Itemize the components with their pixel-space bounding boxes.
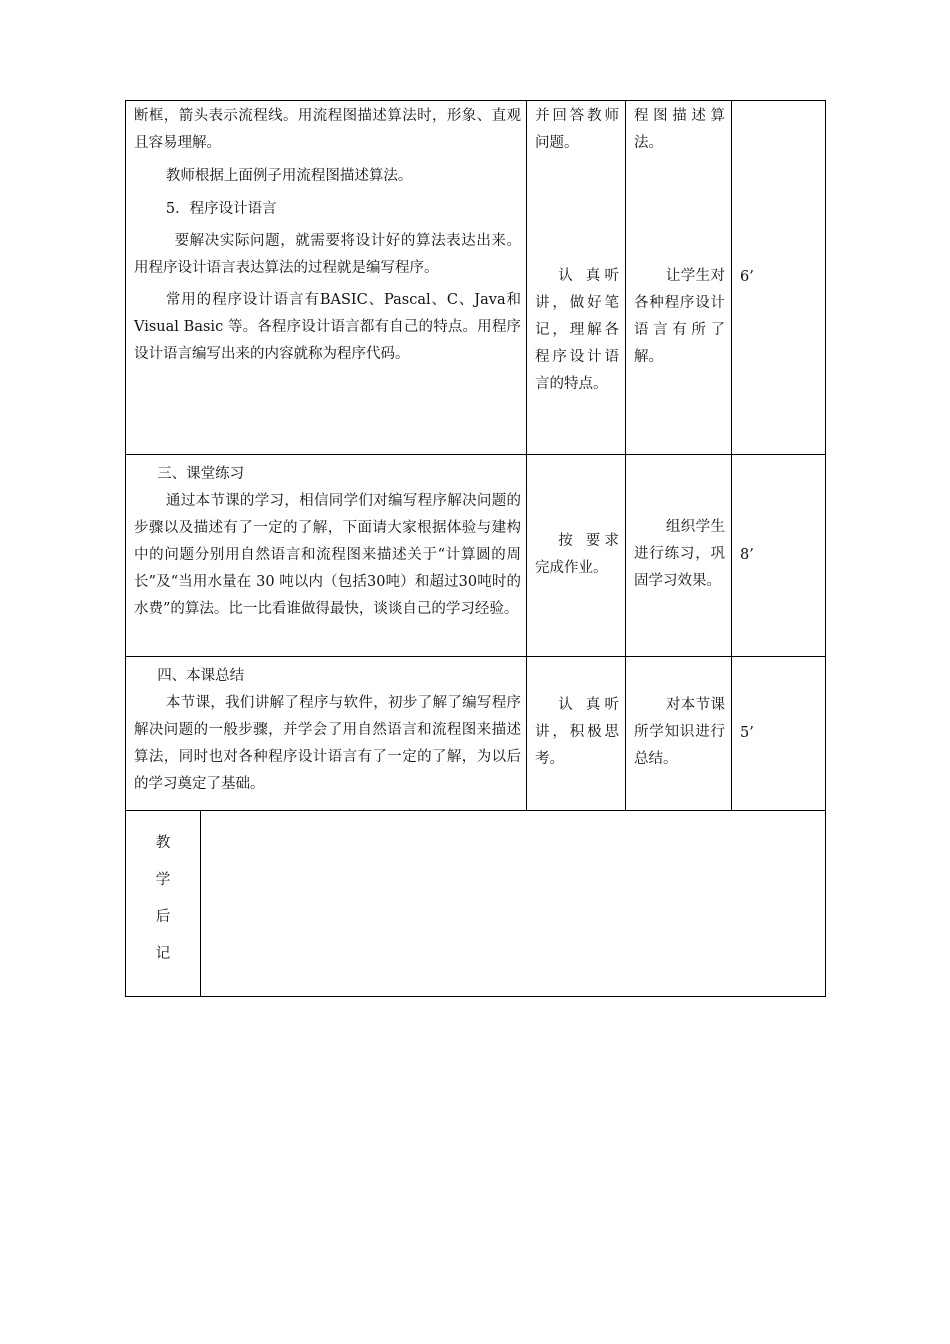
content-paragraph: 通过本节课的学习，相信同学们对编写程序解决问题的步骤以及描述有了一定的了解，下面请大家根据体验与建构中的问题分别用自然语言和流程图来描述关于“计算圆的周长”及“当用水量在 30 吨以内（包括30吨）和超过30吨时的水费”的算法。比一比看谁做得最快，谈谈自己的学习经验。 bbox=[134, 493, 521, 617]
design-intent: 让学生对各种程序设计语言有所了解。 bbox=[634, 268, 725, 365]
reflection-label-char: 教 bbox=[155, 835, 171, 851]
student-activity-cell bbox=[527, 101, 626, 455]
student-activity-top: 并回答教师问题。 bbox=[535, 108, 619, 151]
lesson-plan-table bbox=[125, 100, 826, 997]
reflection-label-char: 后 bbox=[155, 909, 171, 925]
content-paragraph: 要解决实际问题，就需要将设计好的算法表达出来。用程序设计语言表达算法的过程就是编写程序。 bbox=[134, 233, 521, 276]
reflection-label-char: 学 bbox=[155, 872, 171, 888]
content-paragraph: 断框，箭头表示流程线。用流程图描述算法时，形象、直观且容易理解。 bbox=[134, 108, 521, 151]
design-intent-top: 程图描述算法。 bbox=[634, 108, 725, 151]
time-value: 5’ bbox=[740, 725, 754, 741]
content-cell bbox=[126, 101, 527, 455]
student-activity-cell bbox=[527, 657, 626, 811]
student-activity: 认 真听讲，积极思考。 bbox=[535, 697, 619, 767]
design-intent-cell bbox=[626, 455, 732, 657]
section-heading: 四、本课总结 bbox=[157, 668, 245, 684]
student-activity: 按 要求完成作业。 bbox=[535, 532, 619, 576]
table-row bbox=[126, 101, 826, 455]
content-paragraph: 教师根据上面例子用流程图描述算法。 bbox=[165, 168, 413, 184]
design-intent-cell bbox=[626, 657, 732, 811]
student-activity-cell bbox=[527, 455, 626, 657]
reflection-label bbox=[126, 811, 201, 997]
content-paragraph: 常用的程序设计语言有BASIC、Pascal、C、Java和 Visual Basic 等。各程序设计语言都有自己的特点。用程序设计语言编写出来的内容就称为程序代码。 bbox=[134, 292, 521, 362]
time-cell bbox=[732, 455, 826, 657]
time-value: 6’ bbox=[740, 269, 754, 285]
table-row bbox=[126, 657, 826, 811]
time-value: 8’ bbox=[740, 547, 754, 563]
time-cell bbox=[732, 657, 826, 811]
design-intent: 对本节课所学知识进行总结。 bbox=[634, 697, 725, 767]
section-heading: 5．程序设计语言 bbox=[165, 201, 277, 217]
section-heading: 三、课堂练习 bbox=[157, 466, 245, 482]
time-cell bbox=[732, 101, 826, 455]
content-paragraph: 本节课，我们讲解了程序与软件，初步了解了编写程序解决问题的一般步骤，并学会了用自然语言和流程图来描述算法，同时也对各种程序设计语言有了一定的了解，为以后的学习奠定了基础。 bbox=[134, 695, 521, 792]
reflection-label-char: 记 bbox=[155, 946, 171, 962]
content-cell bbox=[126, 657, 527, 811]
reflection-content bbox=[201, 811, 826, 997]
student-activity: 认 真听讲，做好笔记，理解各程序设计语言的特点。 bbox=[535, 268, 619, 392]
design-intent: 组织学生进行练习，巩固学习效果。 bbox=[634, 519, 725, 589]
table-row bbox=[126, 455, 826, 657]
design-intent-cell bbox=[626, 101, 732, 455]
content-cell bbox=[126, 455, 527, 657]
reflection-row bbox=[126, 811, 826, 997]
